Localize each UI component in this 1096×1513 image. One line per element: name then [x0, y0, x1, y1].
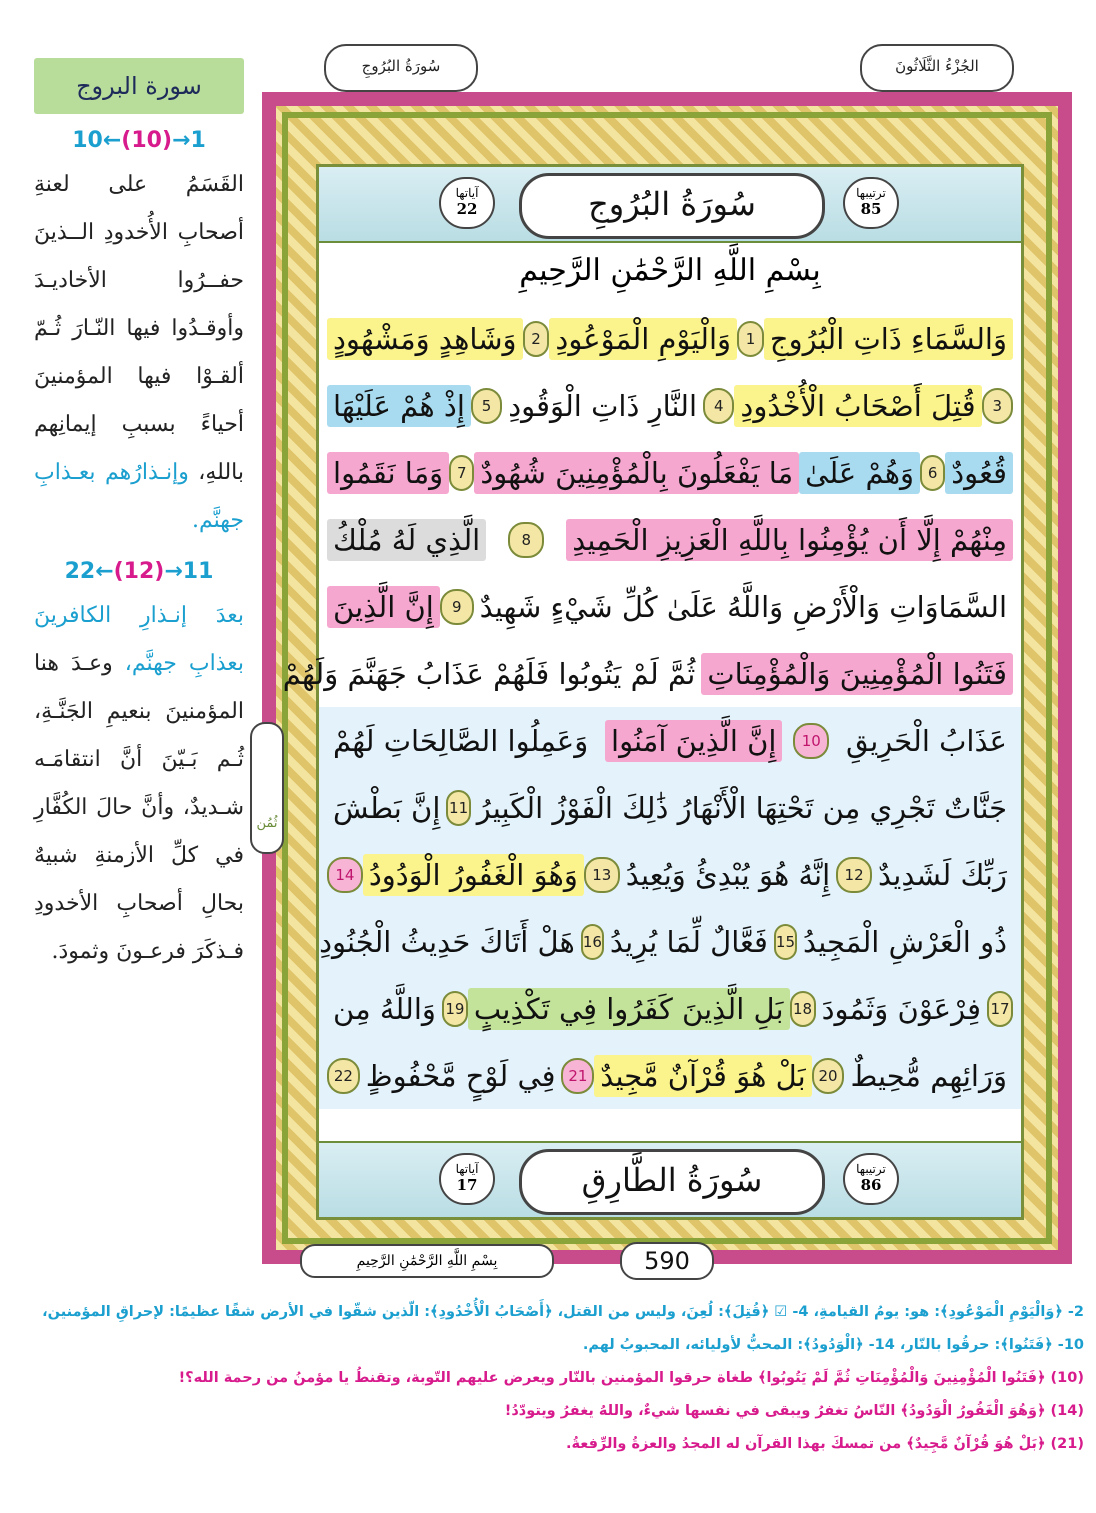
ayah-number: 15: [774, 924, 797, 960]
surah-banner-title: سُورَةُ البُرُوجِ: [519, 173, 825, 239]
ayah-number: 13: [584, 857, 620, 893]
ayah-number: 22: [327, 1058, 360, 1094]
verse-line-5: [327, 573, 1013, 640]
tafsir-paragraph-2: [34, 592, 244, 976]
verse-segment: إِنَّهُ هُوَ يُبْدِئُ وَيُعِيدُ: [625, 857, 831, 892]
verse-segment: إِنَّ الَّذِينَ: [327, 586, 440, 628]
ayah-number: 21: [561, 1058, 594, 1094]
reflection-note: (21) ﴿بَلْ هُوَ قُرْآنٌ مَّجِيدٌ﴾ من تمسكَ بهذا القرآن له المجدُ والعزةُ والرِّفعةُ.: [566, 1436, 1084, 1452]
verse-segment: هَلْ أَتَاكَ حَدِيثُ الْجُنُودِ: [319, 924, 575, 959]
range-count: (10): [121, 128, 173, 153]
verse-area: [282, 164, 1024, 1220]
mushaf-page: [262, 44, 1072, 1279]
range-start: 1: [190, 128, 206, 153]
range-start: 11: [182, 559, 214, 584]
vocab-note: 10- ﴿فَتَنُوا﴾: حرقُوا بالنّار، 14- ﴿الْوَدُودُ﴾: المحبُّ لأوليائه، المحبوبُ لهم.: [582, 1337, 1084, 1353]
verses: [282, 305, 1013, 1109]
verse-segment: وَاللَّهُ مِن: [333, 991, 436, 1026]
verse-segment: وَالسَّمَاءِ ذَاتِ الْبُرُوجِ: [764, 318, 1013, 360]
verse-segment: وَرَائِهِم مُّحِيطٌ: [850, 1058, 1007, 1093]
ayah-number: 3: [982, 388, 1013, 424]
ayat-count-badge: آياتها 17: [439, 1153, 495, 1205]
verse-segment: الَّذِي لَهُ مُلْكُ: [327, 519, 486, 561]
ayah-number: 9: [440, 589, 474, 625]
surah-banner-tariq: [319, 1141, 1021, 1217]
reflection-note: (14) ﴿وَهُوَ الْغَفُورُ الْوَدُودُ﴾ النّاسُ تغفرُ ويبقى في نفسها شيءٌ، واللهُ يغفرُ ويتودّدُ!: [504, 1403, 1084, 1419]
ayah-number: 7: [449, 455, 474, 491]
ayat-count-badge: آياتها 22: [439, 177, 495, 229]
page-number: 590: [620, 1242, 714, 1280]
verse-line-3: [327, 439, 1013, 506]
ayah-number: 20: [812, 1058, 845, 1094]
ayah-number: 1: [737, 321, 764, 357]
verse-line-10: [319, 908, 1021, 975]
tartib-badge: ترتيبها 85: [843, 177, 899, 229]
ayah-number: 14: [327, 857, 363, 893]
verse-segment: النَّارِ ذَاتِ الْوَقُودِ: [508, 388, 698, 423]
reflection-note: (10) ﴿فَتَنُوا الْمُؤْمِنِينَ وَالْمُؤْمِنَاتِ ثُمَّ لَمْ يَتُوبُوا﴾ طغاة حرقوا المؤمنين بالنّار ويعرض عليهم التّوبة، وتقنطُ يا مؤمنُ من رحمة الله؟!: [178, 1370, 1084, 1386]
tafsir-sidebar: [34, 58, 244, 976]
ayah-number: 2: [523, 321, 550, 357]
verse-segment: جَنَّاتٌ تَجْرِي مِن تَحْتِهَا الْأَنْهَارُ ذَٰلِكَ الْفَوْزُ الْكَبِيرُ: [476, 790, 1007, 825]
verse-segment: وَشَاهِدٍ وَمَشْهُودٍ: [327, 318, 523, 360]
tafsir-text: القَسَمُ على لعنةِ أصحابِ الأُخدودِ الــذينَ حفــرُوا الأخاديـدَ وأوقـدُوا فيها النّـارَ ثُـمّ ألقـوْا فيها المؤمنينَ أحياءً بسببِ إيمانِهم باللهِ،: [34, 172, 244, 485]
verse-line-6: [282, 640, 1013, 707]
verse-line-4: [327, 506, 1013, 573]
ayah-number: 11: [446, 790, 470, 826]
sidebar-surah-title: سورة البروج: [34, 58, 244, 114]
ayah-number: 6: [920, 455, 945, 491]
ayah-number: 19: [442, 991, 468, 1027]
verse-line-8: [319, 774, 1021, 841]
verse-segment: ذُو الْعَرْشِ الْمَجِيدُ: [803, 924, 1007, 959]
ayah-number: 10: [793, 723, 829, 759]
notes-section: [14, 1296, 1084, 1461]
thumn-marker: ثُمُن: [250, 722, 284, 854]
verse-segment: قُتِلَ أَصْحَابُ الْأُخْدُودِ: [734, 385, 981, 427]
ayah-number: 16: [581, 924, 604, 960]
ayah-range-2: 22←(12)→11: [64, 559, 214, 584]
verse-line-9: [319, 841, 1021, 908]
verse-line-11: [319, 975, 1021, 1042]
header-surah-name: سُورَةُ البُرُوجِ: [324, 44, 478, 92]
ayah-number: 4: [703, 388, 734, 424]
verse-segment: بَلْ هُوَ قُرْآنٌ مَّجِيدٌ: [594, 1055, 811, 1097]
surah-banner-title: سُورَةُ الطَّارِقِ: [519, 1149, 825, 1215]
verse-segment: فِرْعَوْنَ وَثَمُودَ: [821, 991, 981, 1026]
verse-segment: إِذْ هُمْ عَلَيْهَا: [327, 385, 471, 427]
verse-segment: رَبِّكَ لَشَدِيدٌ: [878, 857, 1007, 892]
ayah-number: 8: [508, 522, 544, 558]
verse-line-7: [319, 707, 1021, 774]
verse-segment: بَلِ الَّذِينَ كَفَرُوا فِي تَكْذِيبٍ: [468, 988, 790, 1030]
verse-segment: إِنَّ بَطْشَ: [333, 790, 441, 825]
verse-segment: فِي لَوْحٍ مَّحْفُوظٍ: [365, 1058, 556, 1093]
verse-segment: مِنْهُمْ إِلَّا أَن يُؤْمِنُوا بِاللَّهِ الْعَزِيزِ الْحَمِيدِ: [566, 519, 1013, 561]
verse-segment: وَهُوَ الْغَفُورُ الْوَدُودُ: [363, 854, 584, 896]
verse-segment: قُعُودٌ: [945, 452, 1013, 494]
verse-segment: وَعَمِلُوا الصَّالِحَاتِ لَهُمْ: [333, 723, 589, 758]
ayah-number: 17: [987, 991, 1013, 1027]
range-end: 10: [72, 128, 103, 153]
verse-segment: فَعَّالٌ لِّمَا يُرِيدُ: [609, 924, 768, 959]
verse-line-1: [327, 305, 1013, 372]
verse-segment: وَهُمْ عَلَىٰ: [799, 452, 920, 494]
next-surah-basmala: بِسْمِ اللَّهِ الرَّحْمَٰنِ الرَّحِيمِ: [300, 1244, 554, 1278]
verse-segment: ثُمَّ لَمْ يَتُوبُوا فَلَهُمْ عَذَابُ جَهَنَّمَ وَلَهُمْ: [282, 656, 696, 691]
range-end: 22: [64, 559, 96, 584]
range-count: (12): [113, 559, 165, 584]
verse-segment: فَتَنُوا الْمُؤْمِنِينَ وَالْمُؤْمِنَاتِ: [701, 653, 1013, 695]
verse-segment: وَمَا نَقَمُوا: [327, 452, 449, 494]
tafsir-text: وعـدَ هنا المؤمنينَ بنعيمِ الجَنَّـةِ، ثُـم بَـيّنَ أنَّ انتقامَـه شـديدٌ، وأنَّ حالَ الكُفَّارِ في كلِّ الأزمنةِ شبيهٌ بحالِ أصحابِ الأخدودِ فـذكَرَ فرعـونَ وثمودَ.: [34, 651, 244, 964]
vocab-note: 2- ﴿وَالْيَوْمِ الْمَوْعُودِ﴾: هو: يومُ القيامةِ، 4- ☑ ﴿قُتِلَ﴾: لُعِنَ، وليس من القتل، ﴿أَصْحَابُ الْأُخْدُودِ﴾: الّذين شقّوا في الأرض شقًا عظيمًا: لإحراقِ المؤمنين،: [42, 1304, 1084, 1320]
basmala: بِسْمِ اللَّهِ الرَّحْمَٰنِ الرَّحِيمِ: [519, 253, 821, 288]
ayah-number: 12: [836, 857, 872, 893]
verse-line-2: [327, 372, 1013, 439]
tafsir-highlight: وإنـذارُهم بعـذابِ جهنَّم.: [34, 460, 244, 533]
tafsir-highlight: بعدَ إنـذارِ الكافرينَ بعذابِ جهنَّم،: [34, 603, 244, 676]
header-juz-name: الجُزْءُ الثَّلَاثُونَ: [860, 44, 1014, 92]
verse-line-12: [319, 1042, 1021, 1109]
tafsir-paragraph-1: [34, 161, 244, 545]
verse-segment: عَذَابُ الْحَرِيقِ: [846, 723, 1007, 758]
verse-segment: إِنَّ الَّذِينَ آمَنُوا: [605, 720, 782, 762]
ayah-number: 18: [790, 991, 816, 1027]
verse-segment: السَّمَاوَاتِ وَالْأَرْضِ وَاللَّهُ عَلَىٰ كُلِّ شَيْءٍ شَهِيدٌ: [479, 589, 1007, 624]
ayah-number: 5: [471, 388, 502, 424]
verse-segment: مَا يَفْعَلُونَ بِالْمُؤْمِنِينَ شُهُودٌ: [474, 452, 799, 494]
surah-banner-buruj: [319, 167, 1021, 243]
verse-segment: وَالْيَوْمِ الْمَوْعُودِ: [549, 318, 737, 360]
tartib-badge: ترتيبها 86: [843, 1153, 899, 1205]
page-footer: [262, 1242, 1072, 1282]
ornamental-frame: [262, 92, 1072, 1264]
ayah-range-1: 10←(10)→1: [72, 128, 206, 153]
